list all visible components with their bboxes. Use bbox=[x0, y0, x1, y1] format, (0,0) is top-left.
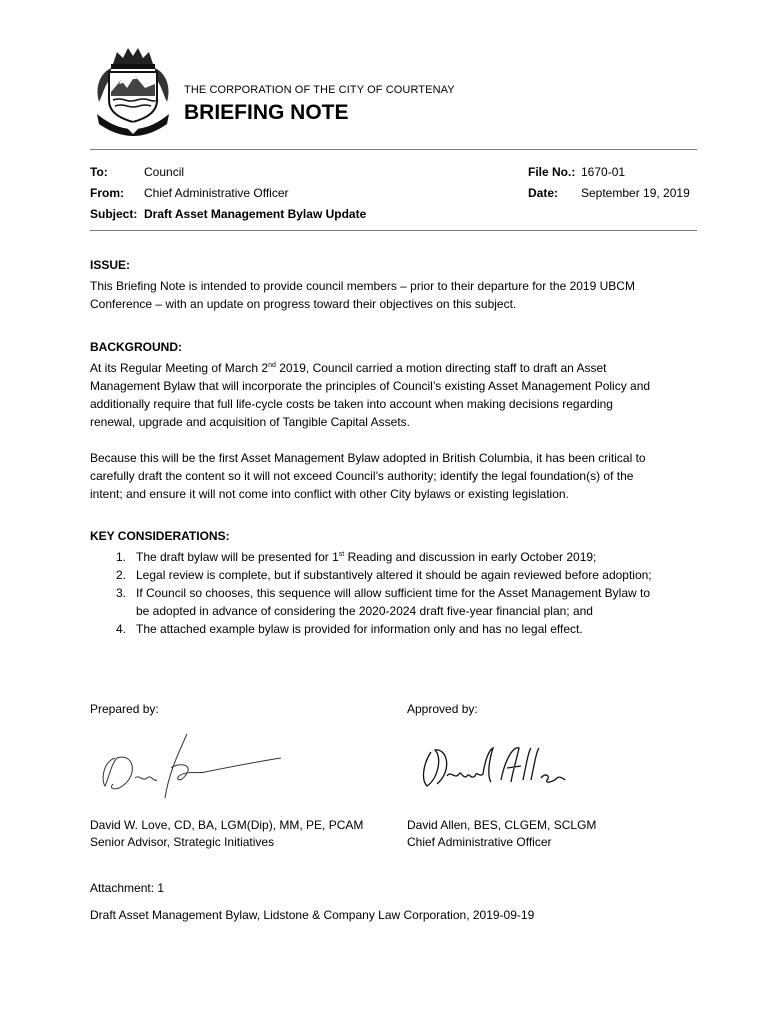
to-value: Council bbox=[144, 165, 185, 179]
background-paragraph-2 bbox=[90, 449, 700, 503]
background-line: At its Regular Meeting of March 2nd 2019, Council carried a motion directing staff to draft an Asset bbox=[90, 361, 607, 375]
signature-love bbox=[95, 728, 285, 803]
considerations-list bbox=[90, 548, 700, 638]
background-line: carefully draft the content so it will not exceed Council’s authority; identify the legal foundation(s) of the bbox=[90, 469, 634, 483]
attachment-item: Draft Asset Management Bylaw, Lidstone & Company Law Corporation, 2019-09-19 bbox=[90, 908, 535, 922]
background-paragraph-1 bbox=[90, 359, 700, 431]
background-line: intent; and ensure it will not come into conflict with other City bylaws or existing legislation. bbox=[90, 487, 569, 501]
issue-line: Conference – with an update on progress toward their objectives on this subject. bbox=[90, 297, 517, 311]
corporation-name: THE CORPORATION OF THE CITY OF COURTENAY bbox=[184, 84, 455, 96]
from-value: Chief Administrative Officer bbox=[144, 186, 289, 200]
background-heading: BACKGROUND: bbox=[90, 340, 182, 354]
document-title: BRIEFING NOTE bbox=[184, 101, 349, 124]
background-line: renewal, upgrade and acquisition of Tangible Capital Assets. bbox=[90, 415, 410, 429]
from-label: From: bbox=[90, 186, 124, 200]
file-number-label: File No.: bbox=[528, 165, 576, 179]
date-value: September 19, 2019 bbox=[581, 186, 690, 200]
subject-value: Draft Asset Management Bylaw Update bbox=[144, 207, 367, 221]
approved-by-label: Approved by: bbox=[407, 702, 478, 716]
list-item: 3. If Council so chooses, this sequence will allow sufficient time for the Asset Management Bylaw to be adopted in advance of considering the 2020-2024 draft five-year financial plan; and bbox=[116, 586, 651, 618]
list-item: 1. The draft bylaw will be presented for 1st Reading and discussion in early October 2019; bbox=[116, 550, 597, 564]
background-line: Because this will be the first Asset Management Bylaw adopted in British Columbia, it has been critical to bbox=[90, 451, 646, 465]
approved-by-name: David Allen, BES, CLGEM, SCLGM bbox=[407, 818, 597, 832]
background-line: additionally require that full life-cycle costs be taken into account when making decisions regarding bbox=[90, 397, 613, 411]
considerations-heading: KEY CONSIDERATIONS: bbox=[90, 529, 230, 543]
prepared-by-title: Senior Advisor, Strategic Initiatives bbox=[90, 835, 275, 849]
issue-paragraph bbox=[90, 277, 700, 313]
date-label: Date: bbox=[528, 186, 559, 200]
header-divider-bottom bbox=[90, 230, 697, 231]
signature-allen bbox=[417, 740, 567, 795]
to-label: To: bbox=[90, 165, 108, 179]
issue-line: This Briefing Note is intended to provide council members – prior to their departure for the 2019 UBCM bbox=[90, 279, 635, 293]
attachment-label: Attachment: 1 bbox=[90, 881, 165, 895]
header-divider-top bbox=[90, 149, 697, 150]
prepared-by-name: David W. Love, CD, BA, LGM(Dip), MM, PE, PCAM bbox=[90, 818, 364, 832]
prepared-by-label: Prepared by: bbox=[90, 702, 159, 716]
issue-heading: ISSUE: bbox=[90, 258, 131, 272]
approved-by-title: Chief Administrative Officer bbox=[407, 835, 552, 849]
city-crest-logo bbox=[93, 44, 173, 140]
subject-label: Subject: bbox=[90, 207, 138, 221]
list-item: 2. Legal review is complete, but if substantively altered it should be again reviewed before adoption; bbox=[116, 568, 652, 582]
list-item: 4. The attached example bylaw is provided for information only and has no legal effect. bbox=[116, 622, 583, 636]
background-line: Management Bylaw that will incorporate the principles of Council’s existing Asset Management Policy and bbox=[90, 379, 651, 393]
file-number-value: 1670-01 bbox=[581, 165, 626, 179]
